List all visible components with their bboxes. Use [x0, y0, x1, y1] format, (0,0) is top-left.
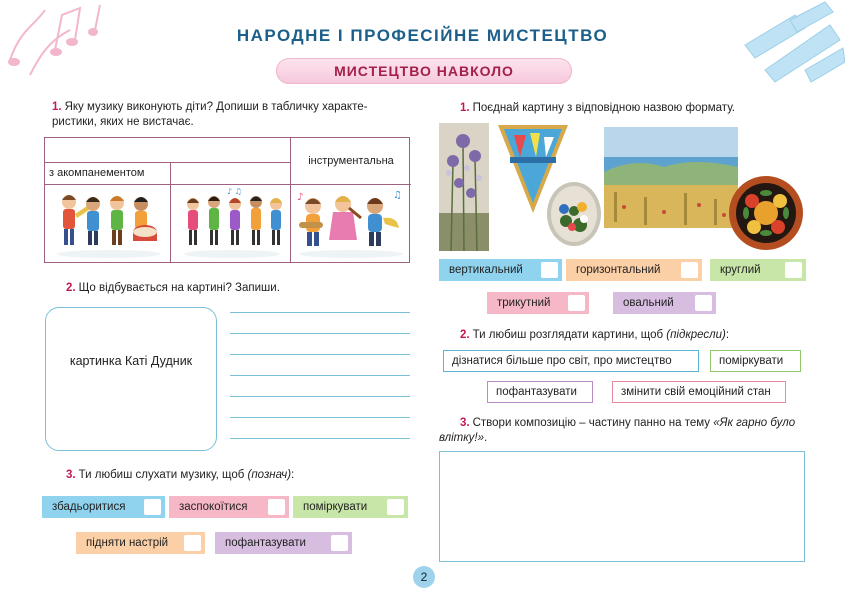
writing-line-input[interactable]: [230, 312, 410, 313]
table-row-divider-2: [45, 184, 411, 185]
option-checkbox[interactable]: [268, 499, 285, 515]
option-imagine[interactable]: пофантазувати: [487, 381, 593, 403]
option-label: збадьоритися: [52, 501, 126, 513]
task-text: Ти любиш слухати музику, щоб: [78, 469, 245, 481]
format-checkbox[interactable]: [695, 295, 712, 311]
option-cheer-up[interactable]: [42, 496, 165, 518]
task-hint: «Як гарно було влітку!»: [439, 417, 796, 444]
format-label: горизонтальний: [576, 264, 661, 276]
option-label: поміркувати: [303, 501, 368, 513]
task-hint: (підкресли): [666, 329, 726, 341]
option-learn-more[interactable]: дізнатися більше про світ, про мистецтво: [443, 350, 699, 372]
page-subtitle: МИСТЕЦТВО НАВКОЛО: [276, 58, 572, 84]
task-number: 1.: [460, 102, 470, 114]
table-header-instrumental: інструментальна: [308, 155, 394, 167]
task-hint: (познач): [247, 469, 292, 481]
option-calm-down[interactable]: [169, 496, 289, 518]
page-number: 2: [413, 566, 435, 588]
option-checkbox[interactable]: [387, 499, 404, 515]
left-task1-text: [52, 100, 412, 130]
task-text: Створи композицію – частину панно на тему: [472, 417, 711, 429]
music-table: [44, 137, 410, 263]
composition-drawing-area[interactable]: [439, 451, 805, 562]
table-header-accompaniment: з акомпанементом: [49, 167, 145, 179]
task-punct: .: [484, 432, 488, 444]
format-checkbox[interactable]: [541, 262, 558, 278]
option-think[interactable]: поміркувати: [710, 350, 801, 372]
format-label: трикутний: [497, 297, 551, 309]
picture-frame: [45, 307, 217, 451]
format-vertical[interactable]: [439, 259, 562, 281]
format-label: круглий: [720, 264, 761, 276]
svg-text:♪ ♫: ♪ ♫: [227, 188, 242, 196]
option-checkbox[interactable]: [331, 535, 348, 551]
format-triangular[interactable]: [487, 292, 589, 314]
svg-text:♫: ♫: [393, 190, 402, 201]
right-task1-text: [460, 101, 810, 116]
right-task3-text: [439, 416, 805, 446]
option-fantasize[interactable]: [215, 532, 352, 554]
writing-line-input[interactable]: [230, 375, 410, 376]
option-lift-mood[interactable]: [76, 532, 205, 554]
task-number: 3.: [66, 469, 76, 481]
format-round[interactable]: [710, 259, 806, 281]
task-number: 2.: [66, 282, 76, 294]
picture-frame-label: картинка Каті Дудник: [69, 354, 193, 368]
task-text: Яку музику виконують діти? Допиши в табличку характе-ристики, яких не вистачає.: [52, 101, 368, 128]
option-checkbox[interactable]: [144, 499, 161, 515]
option-reflect[interactable]: [293, 496, 408, 518]
format-checkbox[interactable]: [785, 262, 802, 278]
task-text: Що відбувається на картині? Запиши.: [78, 282, 280, 294]
option-change-mood[interactable]: змінити свій емоційний стан: [612, 381, 786, 403]
kids-orchestra-picture: [295, 188, 407, 258]
task-number: 2.: [460, 329, 470, 341]
format-label: вертикальний: [449, 264, 523, 276]
format-checkbox[interactable]: [681, 262, 698, 278]
format-label: овальний: [623, 297, 674, 309]
vertical-painting[interactable]: [439, 123, 489, 251]
oval-painting[interactable]: [546, 181, 602, 247]
page-title: НАРОДНЕ І ПРОФЕСІЙНЕ МИСТЕЦТВО: [236, 26, 609, 45]
format-horizontal[interactable]: [566, 259, 702, 281]
writing-line-input[interactable]: [230, 417, 410, 418]
kids-singing-picture: [179, 188, 285, 258]
task-punct: :: [725, 329, 730, 341]
right-task2-text: [460, 328, 810, 343]
svg-text:♪: ♪: [297, 192, 304, 203]
horizontal-painting[interactable]: [604, 127, 738, 228]
table-empty-cell-input[interactable]: [171, 163, 289, 183]
writing-line-input[interactable]: [230, 354, 410, 355]
format-checkbox[interactable]: [568, 295, 585, 311]
round-painting[interactable]: [728, 175, 804, 251]
task-number: 1.: [52, 101, 62, 113]
option-label: пофантазувати: [225, 537, 306, 549]
task-punct: :: [291, 469, 295, 481]
kids-drum-band-picture: [53, 188, 165, 258]
left-task2-text: [66, 281, 406, 296]
format-oval[interactable]: [613, 292, 716, 314]
option-label: підняти настрій: [86, 537, 169, 549]
left-task3-text: [66, 468, 406, 483]
option-label: заспокоїтися: [179, 501, 248, 513]
writing-line-input[interactable]: [230, 333, 410, 334]
table-col-divider-2: [290, 138, 291, 262]
task-number: 3.: [460, 417, 470, 429]
writing-line-input[interactable]: [230, 396, 410, 397]
writing-line-input[interactable]: [230, 438, 410, 439]
task-text: Ти любиш розглядати картини, щоб: [472, 329, 664, 341]
option-checkbox[interactable]: [184, 535, 201, 551]
task-text: Поєднай картину з відповідною назвою формату.: [472, 102, 735, 114]
